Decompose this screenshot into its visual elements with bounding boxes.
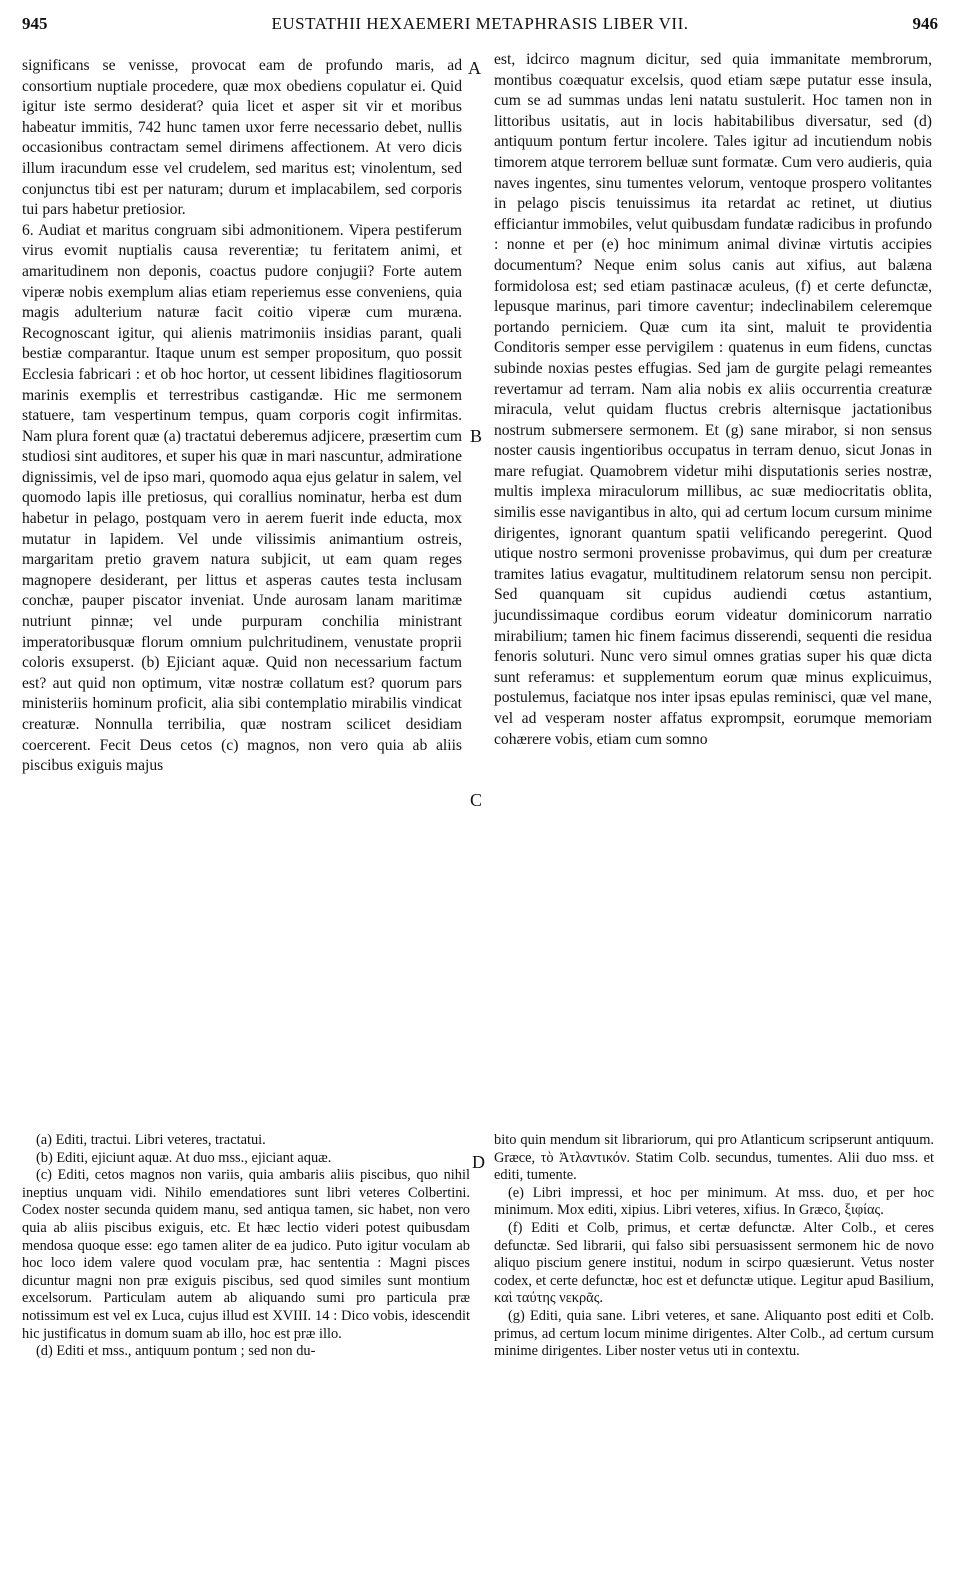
margin-marker-c: C [470, 790, 483, 810]
footnotes-left-column [22, 1132, 470, 1361]
margin-marker-b: B [470, 426, 483, 446]
running-header [22, 14, 938, 40]
running-title: EUSTATHII HEXAEMERI METAPHRASIS LIBER VII. [271, 14, 689, 33]
footnote: (d) Editi et mss., antiquum pontum ; sed non du- [36, 1343, 316, 1360]
page-number-right: 946 [912, 14, 938, 33]
footnote: (f) Editi et Colb, primus, et certæ defunctæ. Alter Colb., et ceres defunctæ. Sed librarii, qui falso sibi persuasissent sermonem hic de novo aliquo piscium genere institui, nodum in scirpo quæsierunt. Vetus noster codex, et certe defunctæ, hoc est et defunctæ utique. Legitur apud Basilium, καὶ ταύτης νεκρᾶς. [494, 1219, 934, 1307]
footnote: (c) Editi, cetos magnos non variis, quia ambaris aliis piscibus, quo nihil ineptius unquam vidi. Nihilo emendatiores sunt libri veteres Colbertini. Codex noster secunda quidem manu, sed antiqua tamen, sic habet, non vero quia ab aliis piscibus exiguis, etc. Et hæc lectio videri potest quibusdam mendosa quoque esse: ego tamen aliter de ea judico. Puto igitur voculam ab hoc loco idem valere quod voculam præ, hac sententia : Magni pisces dicuntur magni non præ exiguis piscibus, sed quod similes sunt montium excelsorum. Particulam autem ab aliquando sumi pro particula præ notissimum est vel ex Luca, cujus illud est XVIII. 14 : Dico vobis, idescendit hic justificatus in domum suam ab illo, hoc est præ illo. [22, 1167, 470, 1342]
main-text-left-column [22, 56, 462, 777]
footnote: (a) Editi, tractui. Libri veteres, tractatui. [36, 1132, 266, 1148]
footnote: bito quin mendum sit librariorum, qui pro Atlanticum scripserunt antiquum. Græce, τὸ Ἀτλαντικόν. Statim Colb. secundus, tumentes. Alii duo mss. et editi, tumente. [494, 1132, 934, 1184]
footnote: (g) Editi, quia sane. Libri veteres, et sane. Aliquanto post editi et Colb. primus, ad certum locum minime dirigentes. Alter Colb., ad certum cursum minime dirigentes. Liber noster vetus uti in contextu. [494, 1307, 934, 1360]
paragraph: significans se venisse, provocat eam de profundo maris, ad consortium nuptiale procedere, quæ mox obediens copulatur ei. Quid igitur iste sermo desiderat? quia licet et asper sit vir et moribus habeatur immitis, 742 hunc tamen uxor ferre necessario debet, nullis occasionibus contractam semel dirimens affectionem. At vero dicis illum iracundum esse vel crudelem, sed maritus est; vinolentum, sed conjunctus tibi est per naturam; durum et implacabilem, sed corporis tui pars habetur pretiosior. [22, 57, 462, 219]
footnotes-right-column [494, 1132, 934, 1361]
footnote: (e) Libri impressi, et hoc per minimum. At mss. duo, et per hoc minimum. Mox editi, xipius. Libri veteres, xifius. In Græco, ξιφίας. [494, 1184, 934, 1219]
footnote: (b) Editi, ejiciunt aquæ. At duo mss., ejiciant aquæ. [36, 1149, 332, 1166]
page-number-left: 945 [22, 14, 48, 33]
paragraph: 6. Audiat et maritus congruam sibi admonitionem. Vipera pestiferum virus evomit nuptialis causa reverentiæ; tu feritatem animi, et amaritudinem non deponis, coactus pudore conjugii? Forte autem viperæ nobis exemplum alias etiam reperiemus esse conveniens, quia magis adulterium naturæ facit coitio viperæ cum muræna. Recognoscant igitur, qui alienis matrimoniis insidias parant, quali bestiæ comparantur. Itaque unum est semper propositum, quo possit Ecclesia fabricari : et ob hoc hortor, ut cessent libidines flagitiosorum marinis exemplis et terrestribus castigandæ. Hic me sermonem statuere, tam vespertinum tempus, quam corporis cogit infirmitas. Nam plura forent quæ (a) tractatui deberemus adjicere, præsertim cum studiosi sint auditores, et super his quæ in mari nascuntur, admiratione dignissimis, vel de ipso mari, quomodo aqua ejus gelatur in salem, vel quomodo lapis ille pretiosus, qui corallius nominatur, herba est dum habetur in pelago, postquam vero in aerem fuerit inde educta, mox mutatur in lapidem. Vel unde vilissimis animantium ostreis, margaritam pretio gravem natura subjicit, ut eam quam reges magnopere desiderant, per littus et asperas cautes testa inclusam conchæ, pauper piscator inveniat. Unde aurosam lanam maritimæ nutriunt pinnæ; vel unde purpuram conchilia ministrant imperatoribusquæ florum omnium pulchritudinem, venustate proprii coloris exsuperst. (b) Ejiciant aquæ. Quid non necessarium factum est? aut quid non optimum, vitæ nostræ collatum est? quorum pars ministeriis hominum proficit, alia sibi contemplatio mirabilis vindicat creaturæ. Nonnulla terribilia, quæ nostram scilicet desidiam coercerent. Fecit Deus cetos (c) magnos, non vero quia ab aliis piscibus exiguis majus [22, 221, 462, 775]
paragraph: est, idcirco magnum dicitur, sed quia immanitate membrorum, montibus coæquatur excelsis, quod etiam sæpe putatur esse insula, cum se ad summas undas leni natatu sustulerit. Hoc tamen non in littoribus usitatis, aut in locis habitabilibus diversatur, sed (d) antiquum pontum fertur incolere. Tales igitur ad incutiendum nobis timorem atque terrorem belluæ sunt formatæ. Cum vero audieris, quia naves ingentes, sinu tumentes velorum, ventoque prospero volitantes in pelago piscis tenuissimus ita retardat ac retinet, ut diutius efficiantur immobiles, velut quibusdam fundatæ radicibus in profundo : nonne et per (e) hoc minimum animal divinæ virtutis accipies documentum? Neque enim solus canis aut xifius, aut balæna formidolosa est; sed etiam pastinacæ aculeus, (f) et certe defunctæ, lepusque marinus, pari timore caventur; indeclinabilem celeremque portando perniciem. Quæ cum ita sint, maluit te providentia Conditoris semper esse pervigilem : quatenus in eum fidens, cunctas subinde noxias pestes effugias. Sed jam de gurgite pelagi remeantes revertamur ad terram. Nam alia nobis ex aliis occurrentia creaturæ miracula, velut quidam fluctus crebris alternisque jactationibus nostrum submersere sermonem. Et (g) sane mirabor, si non sensus noster causis ingentioribus occupatus in terram denuo, sicut Jonas in mare refugiat. Quamobrem videtur mihi disputationis series nostræ, multis implexa miraculorum millibus, ac suæ mediocritatis oblita, similis esse navigantibus in alto, qui ad certum locum cursum minime dirigentes, ignorant quantum spatii velificando peregerint. Quod utique nostro sermoni provenisse probavimus, qui dum per creaturæ tramites latius evagatur, multitudinem relatorum sensu non percipit. Sed quanquam sit cupidus audiendi cœtus astantium, jucundissimaque cordibus eorum videatur dominicorum narratio mirabilium; tamen hic finem facimus disserendi, sequenti die residua fenoris soluturi. Nunc vero simul omnes gratias super his quæ dicta sunt referamus: et supplementum eorum quæ minus explicuimus, postulemus, faciatque nos inter ipsas epulas reminisci, quæ vel mane, vel ad vesperam noster affatus exprompsit, eorumque memoriam cohærere vobis, etiam cum somno [494, 51, 932, 748]
main-text-right-column [494, 50, 932, 750]
margin-marker-d: D [472, 1152, 485, 1172]
margin-marker-a: A [468, 58, 481, 78]
